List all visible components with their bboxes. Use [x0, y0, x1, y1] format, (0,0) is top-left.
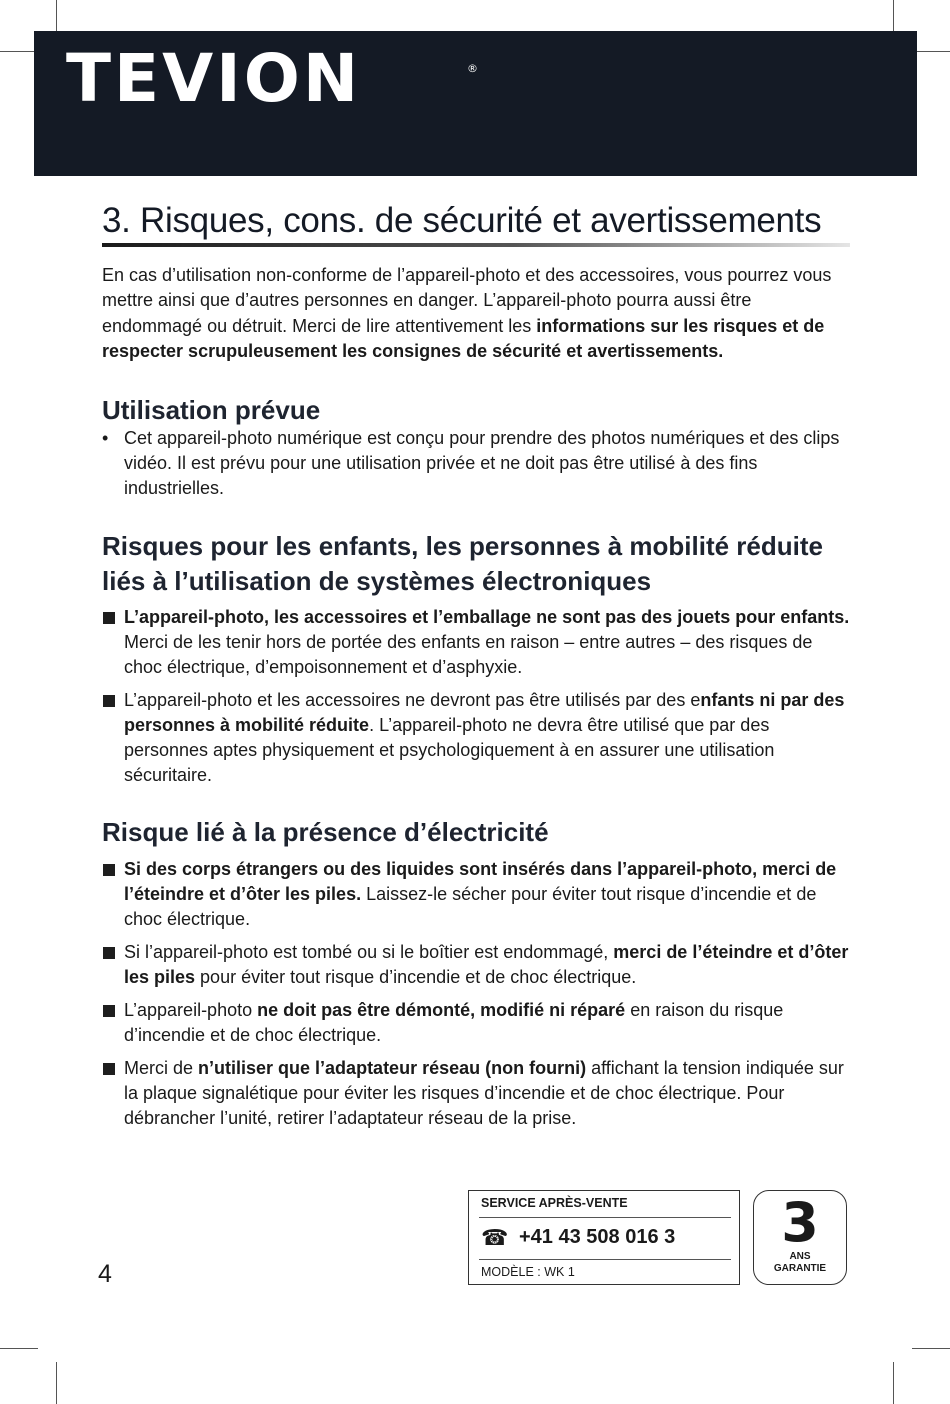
- item-plain: affichant la tension indiquée sur la plaque signalétique pour éviter les risques d’incendie et de choc électrique. Pour débrancher l’unité, retirer l’adaptateur réseau de la prise.: [124, 1058, 844, 1128]
- list-item: [124, 940, 854, 990]
- page-number: 4: [98, 1260, 112, 1288]
- square-bullet-icon: [103, 695, 115, 707]
- crop-mark: [912, 1348, 950, 1349]
- registered-mark: ®: [467, 62, 478, 75]
- intro-plain: En cas d’utilisation non-conforme de l’appareil-photo et des accessoires, vous pourrez vous mettre ainsi que d’autres personnes en danger. L’appareil-photo pourra aussi être endommagé ou détruit. Merci de lire attentivement les: [102, 265, 832, 336]
- bullet-dot: •: [102, 428, 109, 448]
- item-plain: pour éviter tout risque d’incendie et de choc électrique.: [195, 967, 637, 987]
- item-plain: L’appareil-photo: [124, 1000, 258, 1020]
- divider: [479, 1217, 731, 1218]
- list-item: [124, 688, 854, 788]
- item-plain: . L’appareil-photo ne devra être utilisé que par des personnes aptes physiquement et psychologiquement à en assurer une utilisation sécuritaire.: [124, 715, 775, 785]
- square-bullet-icon: [103, 864, 115, 876]
- crop-mark: [893, 1362, 894, 1404]
- crop-mark: [0, 51, 38, 52]
- list-item: [124, 857, 854, 932]
- item-bold: n’utiliser que l’adaptateur réseau (non fourni): [198, 1058, 587, 1078]
- heading-children: [102, 529, 823, 599]
- heading-electricity: Risque lié à la présence d’électricité: [102, 817, 549, 847]
- item-bold: L’appareil-photo, les accessoires et l’emballage ne sont pas des jouets pour enfants.: [124, 607, 850, 627]
- list-item: [124, 998, 854, 1048]
- item-plain: Si l’appareil-photo est tombé ou si le boîtier est endommagé,: [124, 942, 614, 962]
- item-bold: Si des corps étrangers ou des liquides sont insérés dans l’appareil-photo, merci de l’éteindre et d’ôter les piles.: [124, 859, 837, 904]
- crop-mark: [0, 1348, 38, 1349]
- item-plain: Merci de: [124, 1058, 199, 1078]
- square-bullet-icon: [103, 1063, 115, 1075]
- list-item: [124, 1056, 854, 1131]
- item-plain: Laissez-le sécher pour éviter tout risque d’incendie et de choc électrique.: [124, 884, 817, 929]
- item-bold: nfants ni par des personnes à mobilité réduite: [124, 690, 845, 735]
- warranty-garantie-label: GARANTIE: [773, 1263, 827, 1274]
- divider: [479, 1259, 731, 1260]
- list-item: Cet appareil-photo numérique est conçu pour prendre des photos numériques et des clips vidéo. Il est prévu pour une utilisation privée et ne doit pas être utilisé à des fins industrielles.: [124, 428, 840, 498]
- item-bold: merci de l’éteindre et d’ôter les piles: [124, 942, 849, 987]
- title-rule: [102, 243, 850, 247]
- square-bullet-icon: [103, 947, 115, 959]
- item-plain: L’appareil-photo et les accessoires ne devront pas être utilisés par des e: [124, 690, 701, 710]
- brand-logo: TEVION: [66, 40, 362, 117]
- item-plain: Merci de les tenir hors de portée des enfants en raison – entre autres – des risques de choc électrique, d’empoisonnement et d’asphyxie.: [124, 632, 813, 677]
- crop-mark: [912, 51, 950, 52]
- phone-icon: ☎: [481, 1225, 509, 1250]
- model-label: MODÈLE : WK 1: [481, 1265, 575, 1279]
- item-plain: en raison du risque d’incendie et de choc électrique.: [124, 1000, 784, 1045]
- warranty-ans-label: ANS: [789, 1251, 811, 1262]
- heading-children-line2: liés à l’utilisation de systèmes électroniques: [102, 566, 652, 596]
- heading-usage: Utilisation prévue: [102, 395, 321, 425]
- item-bold: ne doit pas être démonté, modifié ni réparé: [257, 1000, 626, 1020]
- warranty-badge: [753, 1190, 847, 1285]
- intro-paragraph: [102, 263, 854, 364]
- service-title: SERVICE APRÈS-VENTE: [481, 1196, 628, 1210]
- square-bullet-icon: [103, 1005, 115, 1017]
- list-item: [124, 605, 854, 680]
- crop-mark: [56, 1362, 57, 1404]
- warranty-years: 3: [781, 1191, 819, 1254]
- service-box: [468, 1190, 740, 1285]
- intro-bold: informations sur les risques et de respecter scrupuleusement les consignes de sécurité et avertissements.: [102, 315, 825, 361]
- square-bullet-icon: [103, 612, 115, 624]
- service-phone-number: +41 43 508 016 3: [519, 1226, 676, 1248]
- section-title: 3. Risques, cons. de sécurité et avertissements: [102, 201, 822, 240]
- heading-children-line1: Risques pour les enfants, les personnes à mobilité réduite: [102, 531, 823, 561]
